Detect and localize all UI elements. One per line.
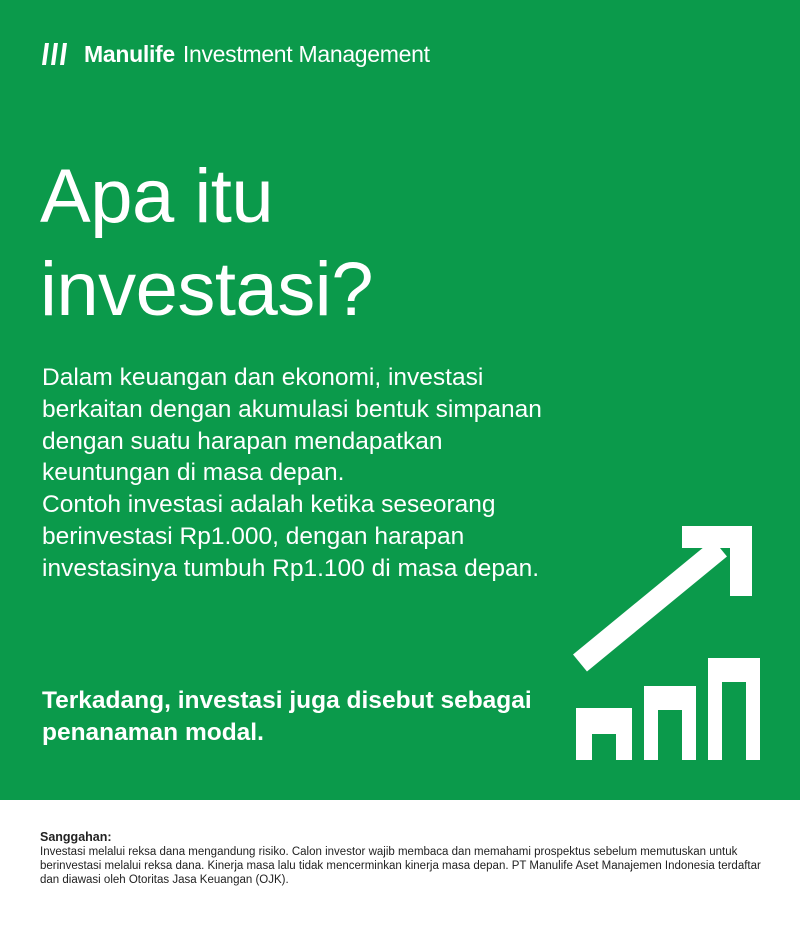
emphasis-text [42, 685, 562, 749]
brand-header [40, 38, 430, 70]
title-line-2: investasi? [40, 247, 373, 332]
growth-chart-arrow-icon [572, 520, 772, 760]
emphasis-paragraph: Terkadang, investasi juga disebut sebagai penanaman modal. [42, 687, 532, 746]
disclaimer-title: Sanggahan: [40, 830, 112, 844]
disclaimer-text: Investasi melalui reksa dana mengandung risiko. Calon investor wajib membaca dan memahami prospektus sebelum memutuskan untuk berinvestasi melalui reksa dana. Kinerja masa lalu tidak mencerminkan kinerja masa depan. PT Manulife Aset Manajemen Indonesia terdaftar dan diawasi oleh Otoritas Jasa Keuangan (OJK). [40, 846, 761, 886]
body-paragraph-2: Contoh investasi adalah ketika seseorang berinvestasi Rp1.000, dengan harapan investasinya tumbuh Rp1.100 di masa depan. [42, 491, 540, 582]
body-paragraph-1: Dalam keuangan dan ekonomi, investasi berkaitan dengan akumulasi bentuk simpanan dengan suatu harapan mendapatkan keuntungan di masa depan. [42, 364, 542, 487]
disclaimer [40, 830, 770, 887]
page-title [40, 150, 560, 336]
brand-subtitle: Investment Management [182, 40, 430, 67]
body-text [42, 362, 562, 585]
brand-name: Manulife [84, 40, 175, 67]
manulife-stripes-icon [40, 41, 68, 67]
title-line-1: Apa itu [40, 154, 274, 239]
